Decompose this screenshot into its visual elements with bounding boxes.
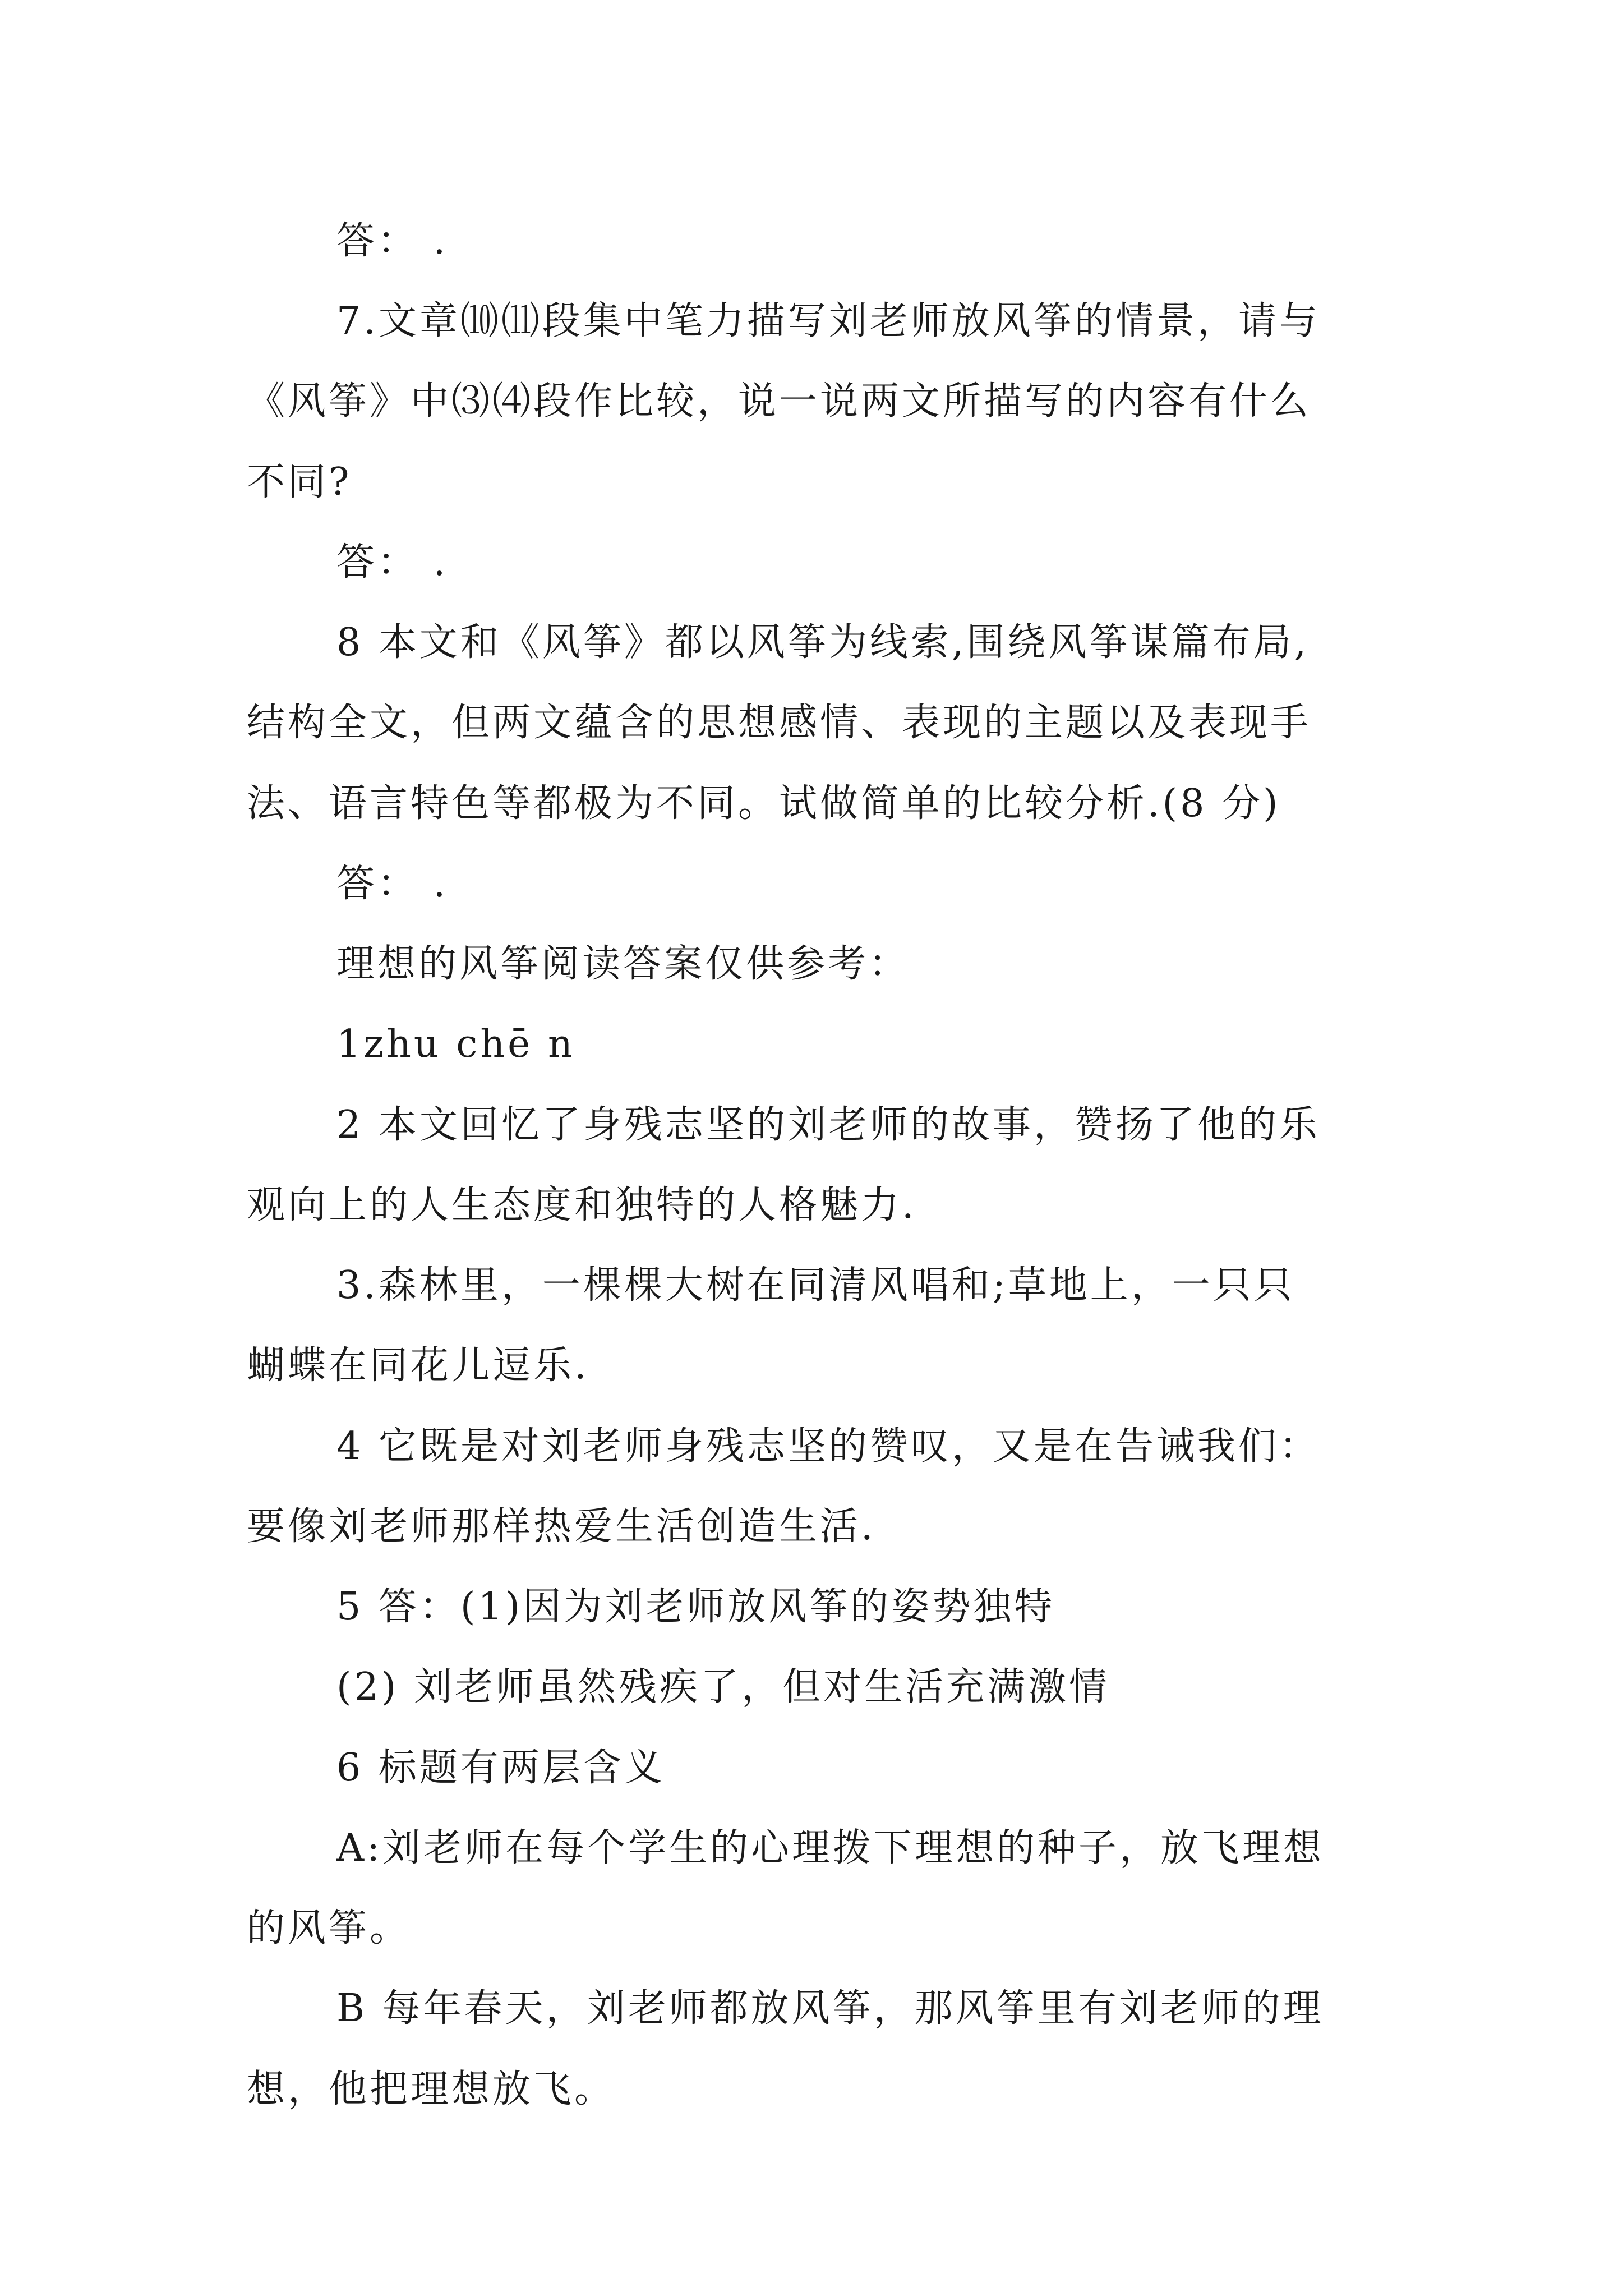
answer-5-part-1: 5 答：(1)因为刘老师放风筝的姿势独特 — [336, 1585, 1055, 1629]
answer-2-line-1: 2 本文回忆了身残志坚的刘老师的故事，赞扬了他的乐 — [336, 1103, 1320, 1147]
question-7-line-3: 不同? — [247, 460, 352, 504]
question-8-line-3: 法、语言特色等都极为不同。试做简单的比较分析.(8 分) — [247, 781, 1281, 826]
question-8-line-1: 8 本文和《风筝》都以风筝为线索,围绕风筝谋篇布局, — [336, 620, 1310, 665]
answer-line-q7: 答： . — [336, 540, 449, 585]
answer-2-line-2: 观向上的人生态度和独特的人格魅力. — [247, 1183, 917, 1227]
answer-6-b-line-2: 想，他把理想放飞。 — [247, 2067, 616, 2111]
answer-4-line-1: 4 它既是对刘老师身残志坚的赞叹，又是在告诫我们： — [336, 1424, 1320, 1469]
answer-6-intro: 6 标题有两层含义 — [336, 1746, 665, 1790]
answer-6-a-line-1: A:刘老师在每个学生的心理拨下理想的种子，放飞理想 — [336, 1826, 1325, 1870]
answer-1: 1zhu chē n — [336, 1022, 575, 1066]
question-7-line-2: 《风筝》中⑶⑷段作比较，说一说两文所描写的内容有什么 — [247, 379, 1312, 424]
answer-4-line-2: 要像刘老师那样热爱生活创造生活. — [247, 1504, 876, 1549]
answer-line-q8: 答： . — [336, 862, 449, 906]
question-7-line-1: 7.文章⑽⑾段集中笔力描写刘老师放风筝的情景，请与 — [336, 299, 1320, 343]
answer-key-heading: 理想的风筝阅读答案仅供参考： — [336, 942, 910, 986]
question-8-line-2: 结构全文，但两文蕴含的思想感情、表现的主题以及表现手 — [247, 701, 1312, 745]
answer-6-b-line-1: B 每年春天，刘老师都放风筝，那风筝里有刘老师的理 — [336, 1986, 1324, 2031]
answer-line-q6: 答： . — [336, 219, 449, 263]
answer-3-line-1: 3.森林里，一棵棵大树在同清风唱和;草地上，一只只 — [336, 1263, 1295, 1308]
answer-6-a-line-2: 的风筝。 — [247, 1906, 411, 1950]
answer-3-line-2: 蝴蝶在同花儿逗乐. — [247, 1343, 589, 1388]
answer-5-part-2: (2) 刘老师虽然残疾了，但对生活充满激情 — [336, 1665, 1110, 1709]
